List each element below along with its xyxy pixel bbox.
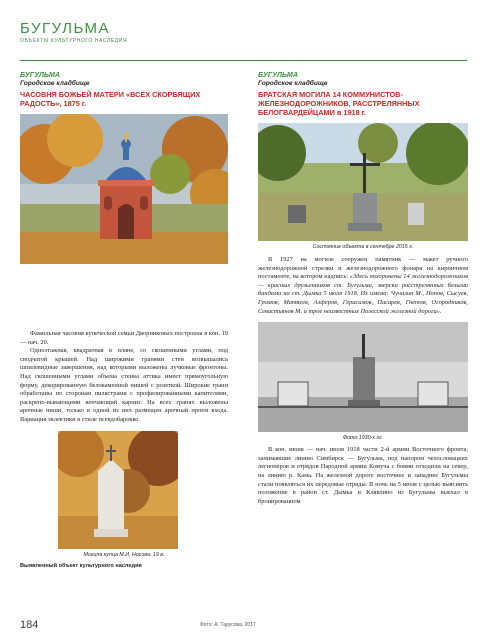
right-column: [258, 70, 468, 506]
monument-photo: [258, 123, 468, 241]
photo-credit: Фото: А. Тарусова, 2017: [200, 622, 256, 628]
left-column: [20, 70, 228, 569]
right-paragraph-1: [258, 256, 468, 316]
header-rule: [20, 60, 467, 61]
grave-photo-caption: Могила купца М.И. Носова. 19 в.: [83, 551, 165, 558]
left-kicker: БУГУЛЬМА: [20, 70, 61, 79]
left-title: ЧАСОВНЯ БОЖЬЕЙ МАТЕРИ «ВСЕХ СКОРБЯЩИХ РАДОСТЬ», 1875 г.: [20, 90, 201, 108]
grave-illustration: [58, 431, 178, 549]
right-p1-inscription: «Здесь похоронены 14 железнодорожников — красных друзьенников ст. Бугульма, зверски расстрелянных белыми бандами на ст. Дымка 5 июля 1918. Их имена: Чучалин М., Попов, Сысуев, Громов, Матвеев, Алферов, Герасимов, Писарев, Гнетов, Огородников, Севастьянов М. и трое неизвестных Полесской железной дороги».: [258, 273, 468, 315]
right-kicker: БУГУЛЬМА: [258, 70, 299, 79]
historic-illustration: [258, 322, 468, 432]
page-header: [20, 20, 467, 44]
section-subtitle: ОБЪЕКТЫ КУЛЬТУРНОГО НАСЛЕДИЯ: [20, 38, 128, 44]
left-paragraph-1: Фамильная часовня купеческой семьи Дворниковых построена в кон. 19 — нач. 20.: [20, 330, 228, 346]
historic-photo: [258, 322, 468, 432]
chapel-photo: [20, 114, 228, 264]
monument-illustration: [258, 123, 468, 241]
left-status-label: Выявленный объект культурного наследия: [20, 562, 142, 569]
left-paragraph-2: Одноэтажная, квадратная в плане, со скошенными углами, под сводчатой крышей. Над широкими гранями стен возвышались шпилевидные завершения, над которыми выложены лучковые фронтоны. Над скошенными углами объема стенка аттика имеет прямоугольную форму, декорированную белокаменной нишей с розеткой. Широкие грани обработаны по сторонам пилястрами с профилированными капителями, раскрепо-вывающими венчающий карниз. На всех гранях выложены арочные ниши, только в одной из них размещен арочный проем входа. Вариация эклектики в стиле псевдобарокко.: [20, 347, 228, 423]
page-number: 184: [20, 619, 39, 631]
city-title: БУГУЛЬМА: [20, 20, 111, 37]
left-sub: Городское кладбище: [20, 80, 90, 87]
right-paragraph-2: В кон. июня — нач. июля 1918 части 2-й армии Восточного фронта, занимавшие линию Симбирск — Бугульма, под напором чехословацких легионеров и отрядов Народной армии Комуча с боями отходили на север, на линию р. Кама. На железной дороге восточнее и западнее Бугульмы стали появляться их передовые отряды. В ночь на 5 июля с целью выяснить положение в район ст. Дымка и Клявлино из Бугульмы выехал в бронированном: [258, 446, 468, 505]
monument-photo-caption: Состояние объекта в сентябре 2015 г.: [312, 244, 414, 250]
right-p1-intro: В 1927 на могиле сооружен памятник — макет ручного железнодорожной стрелки и железнодорожного фонаря на кирпичном постаменте, на котором надпись:: [258, 256, 468, 281]
grave-photo: [58, 431, 178, 549]
historic-photo-caption: Фото 1930-х гг.: [342, 435, 384, 442]
right-sub: Городское кладбище: [258, 80, 328, 87]
chapel-illustration: [20, 114, 228, 264]
right-title: БРАТСКАЯ МОГИЛА 14 КОММУНИСТОВ-ЖЕЛЕЗНОДОРОЖНИКОВ, РАССТРЕЛЯННЫХ БЕЛОГВАРДЕЙЦАМИ в 1918 г.: [258, 90, 420, 117]
